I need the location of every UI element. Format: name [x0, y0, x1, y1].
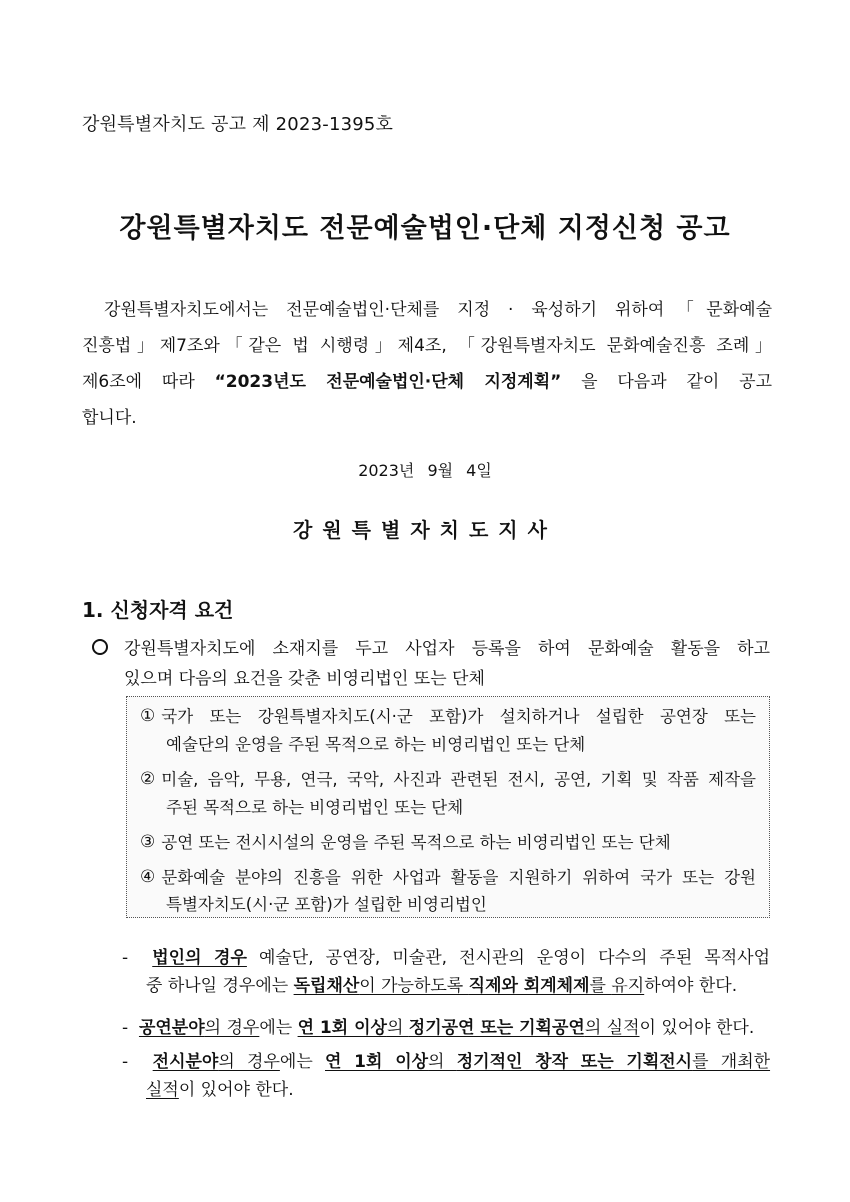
req-text: 의 실적: [584, 1018, 640, 1038]
issuer-name: 강원특별자치도지사: [293, 518, 557, 542]
intro-line-1: 강원특별자치도에서는 전문예술법인·단체를 지정 · 육성하기 위하여「문화예술: [104, 300, 772, 320]
item-text: 국가 또는 강원특별자치도(시·군 포함)가 설치하거나 설립한 공연장 또는: [161, 707, 756, 726]
req-text: 의 경우: [218, 1052, 280, 1072]
item-text: 공연 또는 전시시설의 운영을 주된 목적으로 하는 비영리법인 또는 단체: [161, 833, 671, 852]
req-text: 하여야 한다.: [644, 976, 738, 996]
req-text: 에는: [259, 1018, 298, 1038]
list-item: [140, 864, 756, 888]
page-title: 강원특별자치도 전문예술법인·단체 지정신청 공고: [119, 213, 731, 244]
req-bold: 직제와 회계체제: [468, 976, 590, 996]
req-text: 의: [428, 1052, 457, 1072]
req-text: 유지: [611, 976, 645, 996]
req-bold: 공연분야: [138, 1018, 205, 1038]
intro-line-2: 진흥법」제7조와「같은 법 시행령」제4조, 「강원특별자치도 문화예술진흥 조례」: [82, 336, 772, 356]
req-text: 를 개최한: [692, 1052, 771, 1072]
req-text: 예술단, 공연장, 미술관, 전시관의 운영이 다수의 주된 목적사업: [246, 948, 770, 968]
section-heading: 1. 신청자격 요건: [82, 598, 234, 622]
item-text: 문화예술 분야의 진흥을 위한 사업과 활동을 지원하기 위하여 국가 또는 강원: [161, 868, 756, 887]
item-continuation: 주된 목적으로 하는 비영리법인 또는 단체: [166, 798, 464, 817]
req-text: 이 가능하도록: [359, 976, 469, 996]
item-number: ②: [140, 769, 156, 789]
req-bold: 정기공연 또는 기획공연: [408, 1018, 585, 1038]
requirement-exhibition-line-2: [146, 1075, 770, 1100]
dash: -: [122, 948, 129, 968]
req-bold: 독립채산: [293, 976, 360, 996]
intro-line-3: [82, 364, 772, 400]
dash: -: [122, 1018, 129, 1038]
requirement-exhibition-line-1: [122, 1047, 770, 1072]
item-continuation: 특별자치도(시·군 포함)가 설립한 비영리법인: [166, 895, 487, 914]
item-text: 미술, 음악, 무용, 연극, 국악, 사진과 관련된 전시, 공연, 기획 및 작품 제작을: [161, 770, 756, 789]
item-continuation: 예술단의 운영을 주된 목적으로 하는 비영리법인 또는 단체: [166, 735, 586, 754]
item-number: ④: [140, 867, 156, 887]
req-text: 의 경우: [204, 1018, 260, 1038]
intro-line-4: 합니다.: [82, 408, 137, 428]
requirement-corporation-line-1: [122, 943, 770, 968]
intro-line-3-pre: 제6조에 따라: [82, 372, 215, 392]
intro-line-3-post: 을 다음과 같이 공고: [561, 372, 772, 392]
req-text: 실적: [146, 1080, 179, 1100]
condition-line-1: 강원특별자치도에 소재지를 두고 사업자 등록을 하여 문화예술 활동을 하고: [124, 639, 770, 659]
notice-date: 2023년 9월 4일: [358, 461, 492, 480]
req-text: 의: [386, 1018, 409, 1038]
intro-paragraph: [82, 292, 772, 436]
req-text: 에는: [279, 1052, 325, 1072]
req-text: 중 하나일 경우에는: [146, 976, 294, 996]
condition-line-2: 있으며 다음의 요건을 갖춘 비영리법인 또는 단체: [124, 669, 485, 689]
requirement-corporation-line-2: [146, 971, 770, 996]
plan-name: “2023년도 전문예술법인·단체 지정계획”: [214, 372, 562, 392]
list-item: [140, 766, 756, 790]
req-text: 이 있어야 한다.: [639, 1018, 755, 1038]
req-text: 이 있어야 한다.: [178, 1080, 294, 1100]
list-item: [140, 829, 756, 853]
req-bold: 정기적인 창작 또는 기획전시: [456, 1052, 693, 1072]
req-bold: 전시분야: [152, 1052, 219, 1072]
req-bold: 연 1회 이상: [297, 1018, 387, 1038]
list-item: [140, 703, 756, 727]
req-underlined: 법인의 경우: [152, 948, 247, 968]
requirement-performance: [122, 1013, 770, 1038]
dash: -: [122, 1052, 129, 1072]
item-number: ③: [140, 832, 156, 852]
notice-number: 강원특별자치도 공고 제 2023-1395호: [82, 114, 394, 135]
item-number: ①: [140, 706, 156, 726]
circle-bullet-icon: [92, 639, 108, 655]
req-bold: 연 1회 이상: [325, 1052, 429, 1072]
req-text: 를: [589, 976, 612, 996]
